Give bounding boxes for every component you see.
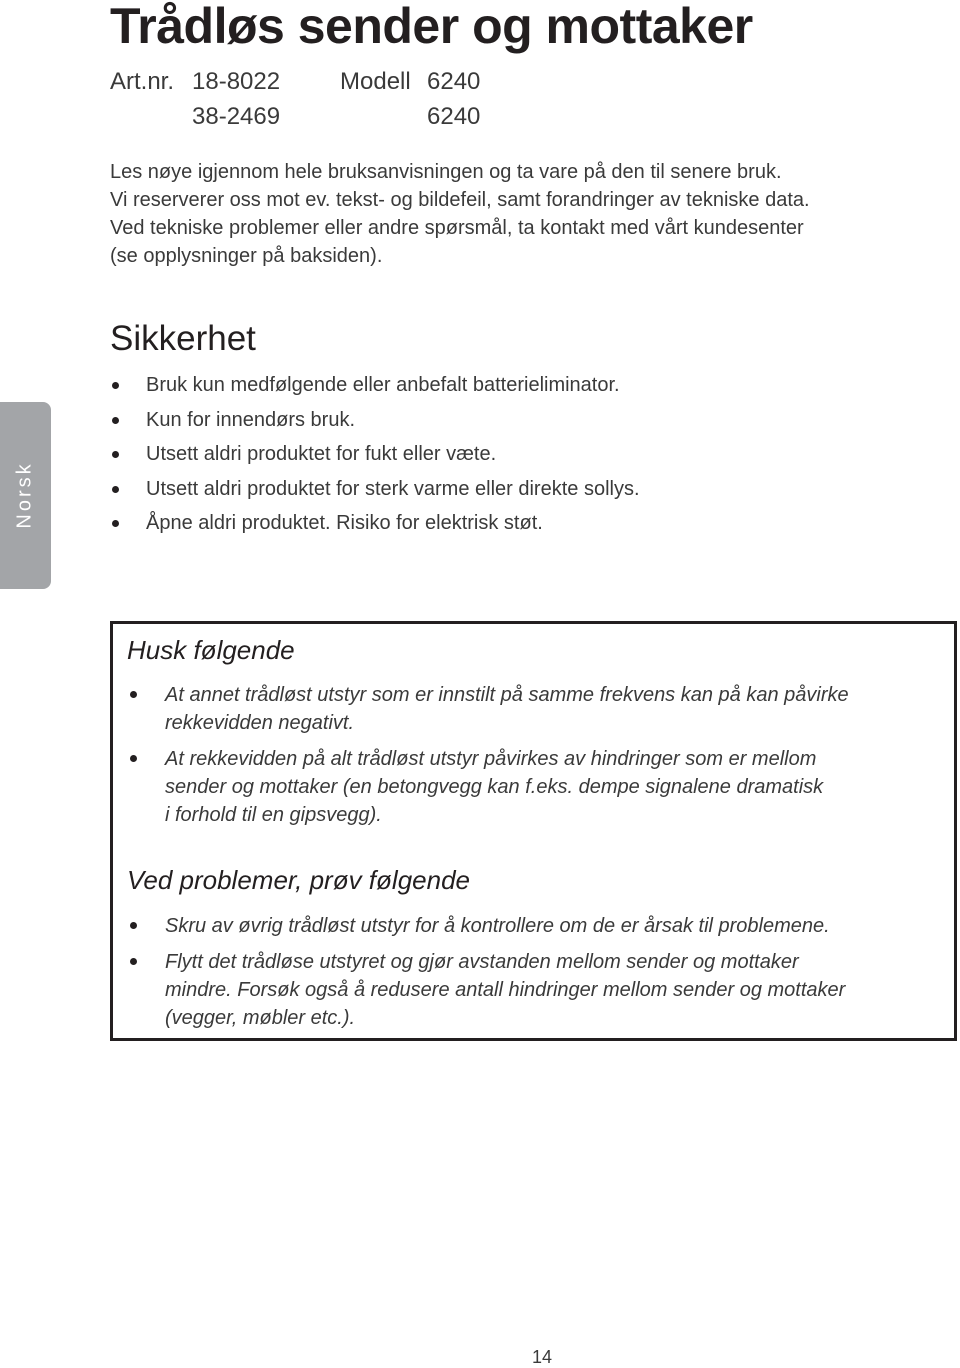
list-item-text: Åpne aldri produktet. Risiko for elektrisk støt. [146,512,543,534]
remember-heading: Husk følgende [127,635,295,665]
bullet-icon [112,520,119,527]
list-item [127,912,845,940]
bullet-icon [130,755,137,762]
troubleshooting-list [127,912,845,1040]
bullet-icon [130,922,137,929]
language-tab [0,402,51,589]
safety-heading: Sikkerhet [110,319,256,358]
list-item [110,506,640,541]
language-tab-label: Norsk [13,461,36,529]
intro-paragraph [110,158,940,270]
model-number: 6240 [427,103,481,130]
list-item-line: i forhold til en gipsvegg). [165,804,382,826]
list-item-line: rekkevidden negativt. [165,712,355,734]
list-item-line: mindre. Forsøk også å redusere antall hindringer mellom sender og mottaker [165,979,846,1001]
list-item-line: At rekkevidden på alt trådløst utstyr påvirkes av hindringer som er mellom [165,748,817,770]
safety-list [110,368,640,541]
article-number: 18-8022 [192,68,281,95]
intro-line: Ved tekniske problemer eller andre spørsmål, ta kontakt med vårt kundesenter [110,217,804,239]
article-number: 38-2469 [192,103,281,130]
bullet-icon [112,486,119,493]
document-title: Trådløs sender og mottaker [110,0,753,54]
list-item [127,745,849,829]
remember-list [127,681,849,837]
art-nr-label: Art.nr. [110,68,175,95]
list-item [110,368,640,403]
bullet-icon [130,958,137,965]
bullet-icon [112,417,119,424]
product-row [110,64,530,99]
list-item [127,681,849,737]
list-item-text: Utsett aldri produktet for sterk varme eller direkte sollys. [146,477,640,500]
list-item [127,948,845,1032]
intro-line: Vi reserverer oss mot ev. tekst- og bildefeil, samt forandringer av tekniske data. [110,189,810,211]
product-numbers [110,64,530,134]
bullet-icon [112,382,119,389]
list-item [110,472,640,507]
list-item [110,403,640,438]
list-item [110,437,640,472]
list-item-text: Bruk kun medfølgende eller anbefalt batterieliminator. [146,374,620,396]
list-item-line: Skru av øvrig trådløst utstyr for å kontrollere om de er årsak til problemene. [165,915,830,937]
product-row [110,99,530,134]
intro-line: (se opplysninger på baksiden). [110,245,383,267]
troubleshooting-heading: Ved problemer, prøv følgende [127,865,470,895]
page-number: 14 [531,1347,553,1367]
list-item-line: At annet trådløst utstyr som er innstilt på samme frekvens kan på kan påvirke [165,684,849,706]
list-item-text: Utsett aldri produktet for fukt eller væte. [146,443,497,465]
list-item-line: Flytt det trådløse utstyret og gjør avstanden mellom sender og mottaker [165,951,799,973]
model-label: Modell [340,68,411,95]
notice-box [110,621,957,1041]
intro-line: Les nøye igjennom hele bruksanvisningen og ta vare på den til senere bruk. [110,161,782,183]
model-number: 6240 [427,68,481,95]
bullet-icon [112,451,119,458]
list-item-line: (vegger, møbler etc.). [165,1007,356,1029]
bullet-icon [130,691,137,698]
list-item-line: sender og mottaker (en betongvegg kan f.eks. dempe signalene dramatisk [165,776,824,798]
list-item-text: Kun for innendørs bruk. [146,408,355,431]
